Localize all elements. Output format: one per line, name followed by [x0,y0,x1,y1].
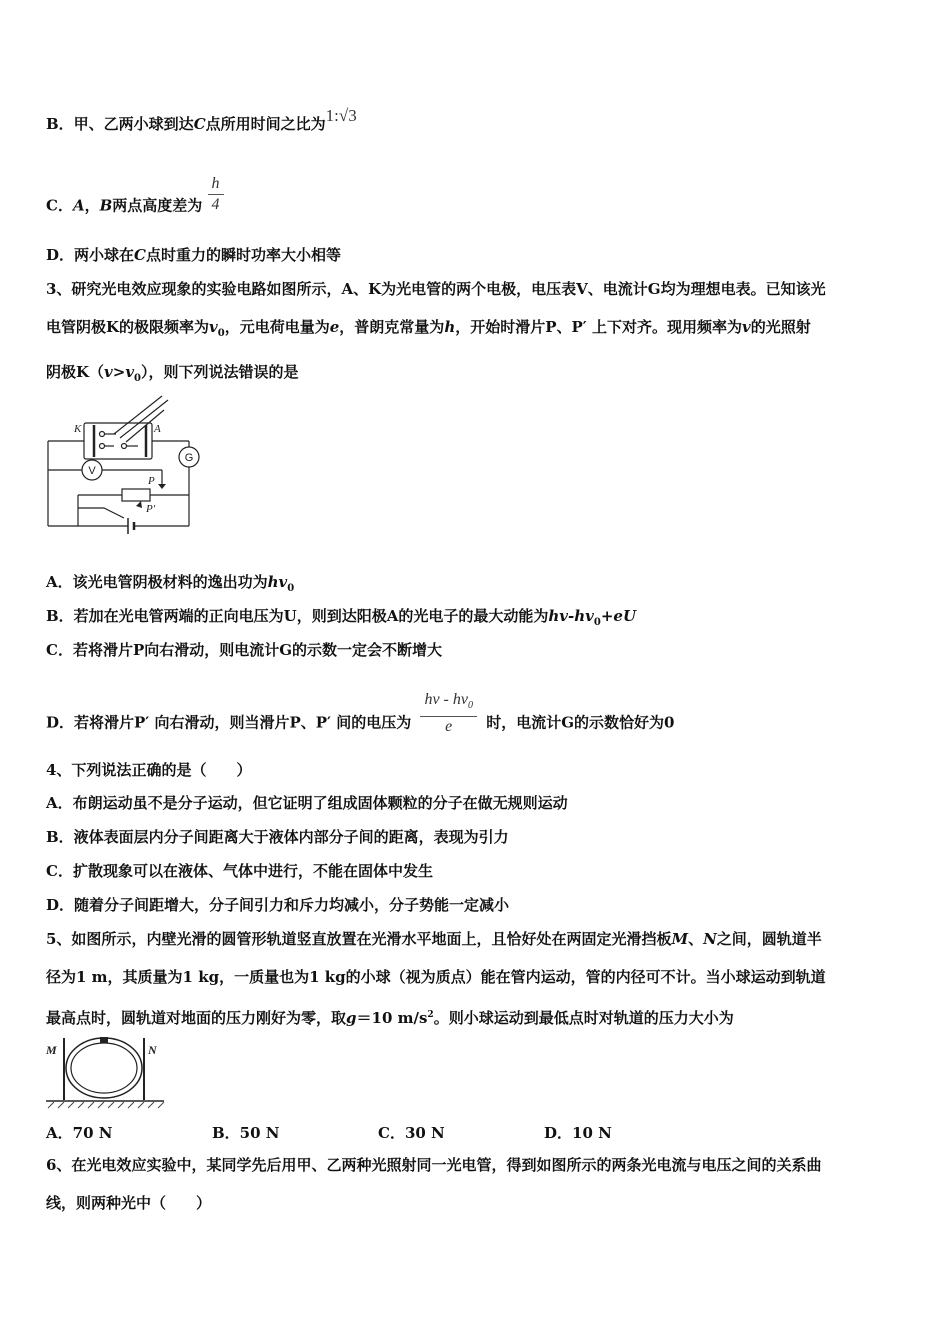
option-4d: D．随着分子间距增大，分子间引力和斥力均减小，分子势能一定减小 [46,896,510,914]
circular-track-figure [44,1036,166,1112]
option-4a: A．布朗运动虽不是分子运动，但它证明了组成固体颗粒的分子在做无规则运动 [46,794,568,812]
label-voltmeter: V [88,465,96,477]
option-3b: B．若加在光电管两端的正向电压为U，则到达阳极A的光电子的最大动能为$hv-hv_0+eU$ [46,607,637,628]
ratio-expression: 1:√3 [325,106,357,125]
option-2c: C．A，B两点高度差为 $\frac{h}{4}$ [46,186,224,227]
label-m: M [46,1043,57,1057]
stopping-voltage-fraction: $\frac{hv - hv_0}{e}$ [420,690,477,737]
height-fraction: $\frac{h}{4}$ [208,174,224,215]
option-3c: C．若将滑片P向右滑动，则电流计G的示数一定会不断增大 [46,641,443,659]
option-3d: D．若将滑片P′ 向右滑动，则当滑片P、P′ 间的电压为 $\frac{hv - hv_0}{e}$ 时，电流计G的示数恰好为0 [46,691,675,736]
option-2d: D．两小球在C点时重力的瞬时功率大小相等 [46,246,341,264]
option-5b: B．50 N [212,1124,280,1142]
label-k: K [74,423,82,435]
label-galvanometer: G [184,452,194,464]
label-p: P [148,475,155,487]
option-4b: B．液体表面层内分子间距离大于液体内部分子间的距离，表现为引力 [46,828,509,846]
option-5c: C．30 N [378,1124,445,1142]
label-a: A [154,423,161,435]
label-n: N [148,1043,157,1057]
label-p-prime: P′ [146,503,156,515]
question-4-stem: 4、下列说法正确的是（ ） [46,761,252,779]
option-5a: A．70 N [46,1124,113,1142]
photoelectric-circuit-figure [44,388,214,538]
option-4c: C．扩散现象可以在液体、气体中进行，不能在固体中发生 [46,862,433,880]
question-5-stem: 5、如图所示，内壁光滑的圆管形轨道竖直放置在光滑水平地面上，且恰好处在两固定光滑挡板M、N之间，圆轨道半 径为1 m，其质量为1 kg，一质量也为1 kg的小球（视为质点）能在管内运动，管的内径可不计。当小球运动到轨道 最高点时，圆轨道对地面的压力刚好为零，取g＝10 $m/s^2$。则小球运动到最低点时对轨道的压力大小为 [46,930,826,1027]
option-5d: D．10 N [544,1124,612,1142]
question-3-stem: 3、研究光电效应现象的实验电路如图所示，A、K为光电管的两个电极，电压表V、电流计G均为理想电表。已知该光 电管阴极K的极限频率为$v_0$，元电荷电量为e，普朗克常量为h，开始时滑片P、P′ 上下对齐。现用频率为v的光照射 阴极$K(v>v_0)$，则下列说法错误的是 [46,280,826,384]
option-2b: B．甲、乙两小球到达C点所用时间之比为1:√3 [46,106,357,133]
option-3a: A．该光电管阴极材料的逸出功为$hv_0$ [46,573,295,594]
question-6-stem: 6、在光电效应实验中，某同学先后用甲、乙两种光照射同一光电管，得到如图所示的两条光电流与电压之间的关系曲 线，则两种光中（ ） [46,1156,822,1212]
